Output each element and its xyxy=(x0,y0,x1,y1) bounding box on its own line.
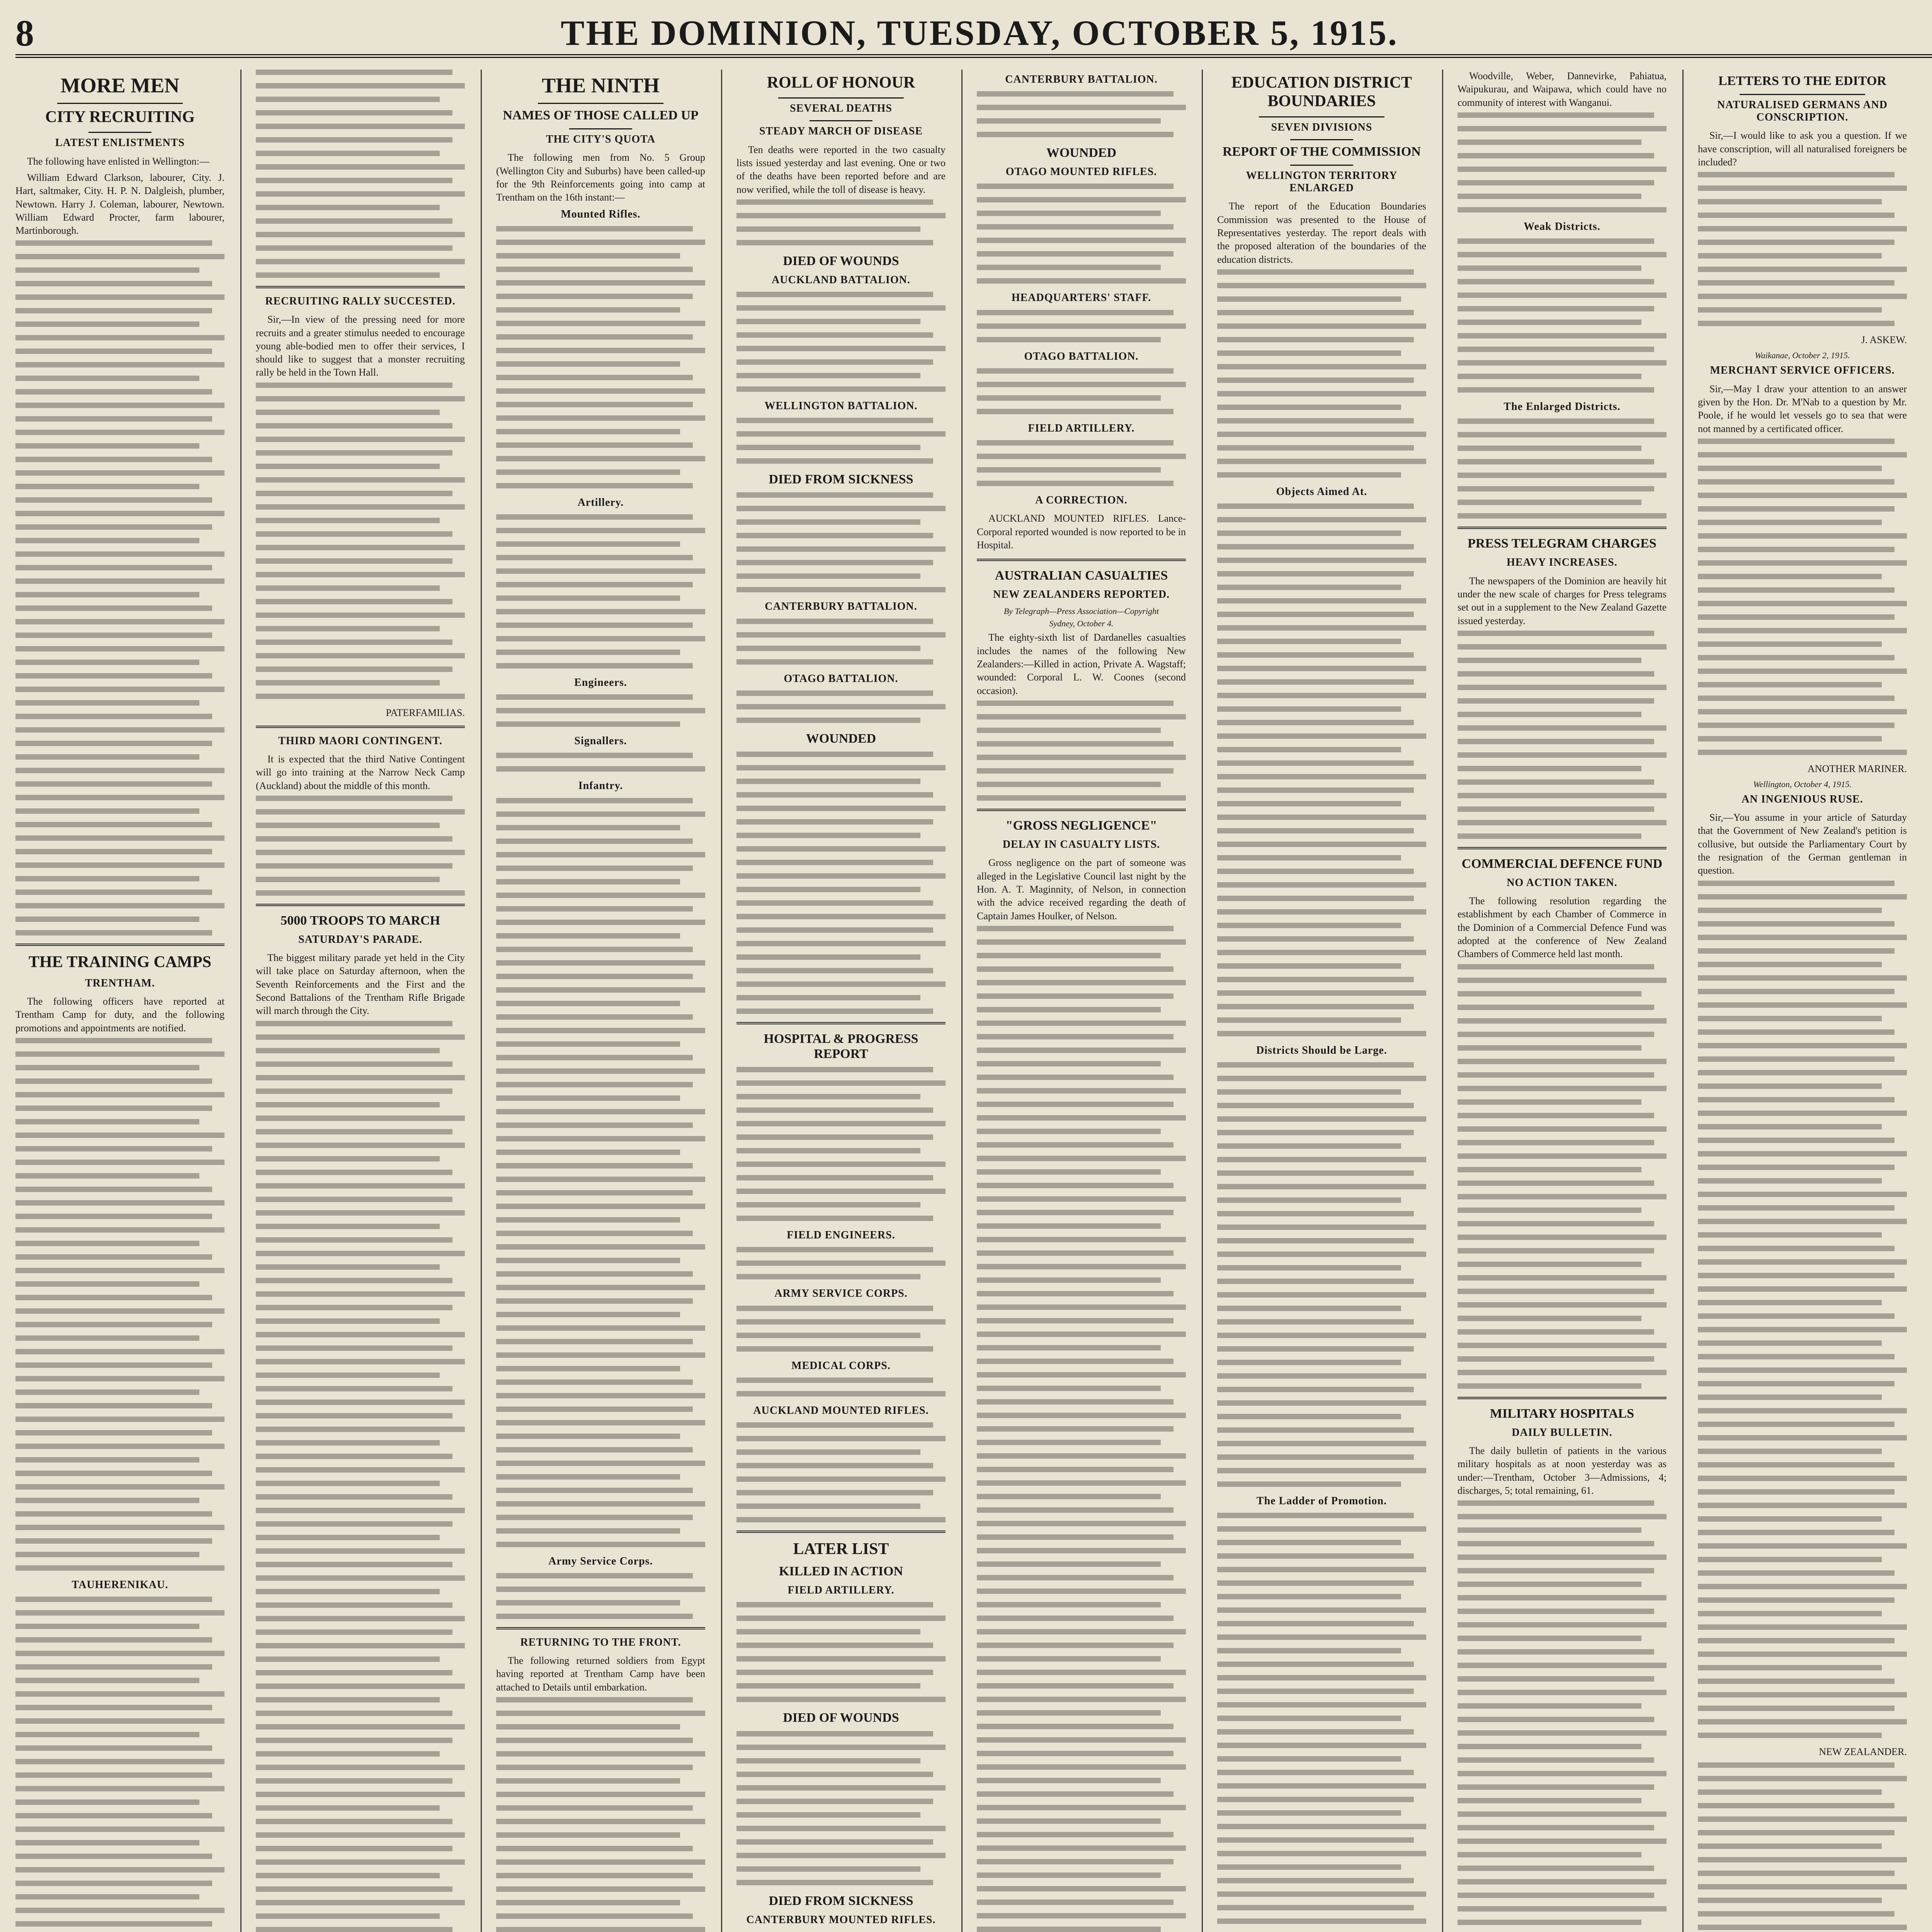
article-text: Sir,—In view of the pressing need for more recruits and a greater stimulus needed to encourage young able-bodied men to offer their services, I should like to suggest that a monster recruiting rally be held in the Town Hall. xyxy=(256,314,465,378)
letter-text: Sir,—You assume in your article of Saturday that the Government of New Zealand's petition is collusive, but outside the Parliamentary Court by the resignation of the German gentleman in question. xyxy=(1698,812,1907,876)
section-head: LATER LIST xyxy=(793,1540,889,1558)
column-2 xyxy=(256,70,465,1932)
article-text: Ten deaths were reported in the two casualty lists issued yesterday and last evening. One or two of the deaths have been reported before and are now verified, while the toll of disease is heavy. xyxy=(736,144,946,195)
section-label: CANTERBURY BATTALION. xyxy=(765,600,917,613)
section-label: FIELD ARTILLERY. xyxy=(1028,422,1135,434)
column-6 xyxy=(1217,70,1426,1932)
letter-signature: NEW ZEALANDER. xyxy=(1819,1746,1907,1757)
headline: COMMERCIAL DEFENCE FUND xyxy=(1461,856,1663,871)
newspaper-title: THE DOMINION, TUESDAY, OCTOBER 5, 1915. xyxy=(561,13,1398,53)
subheadline: SEVERAL DEATHS xyxy=(790,102,892,115)
subheadline: STEADY MARCH OF DISEASE xyxy=(759,125,923,138)
column-rule xyxy=(240,70,242,1932)
column-8 xyxy=(1698,70,1907,1932)
section-label: Artillery. xyxy=(577,496,624,509)
headline: ROLL OF HONOUR xyxy=(767,74,915,92)
section-label: The Ladder of Promotion. xyxy=(1256,1495,1387,1507)
article-text: The report of the Education Boundaries Commission was presented to the House of Representatives yesterday. The report deals with the proposed alteration of the boundaries of the education districts. xyxy=(1217,201,1426,265)
column-rule xyxy=(1442,70,1443,1932)
subheadline: CITY RECRUITING xyxy=(45,108,195,126)
subheadline: DAILY BULLETIN. xyxy=(1512,1426,1612,1439)
section-head: WOUNDED xyxy=(806,731,876,746)
subheadline: DELAY IN CASUALTY LISTS. xyxy=(1002,838,1160,851)
letter-date: Wellington, October 4, 1915. xyxy=(1753,779,1852,789)
article-text: The newspapers of the Dominion are heavily hit under the new scale of charges for Press telegrams set out in a supplement to the New Zealand Gazette issued yesterday. xyxy=(1458,575,1667,626)
section-label: Districts Should be Large. xyxy=(1256,1044,1387,1056)
subheadline: REPORT OF THE COMMISSION xyxy=(1223,144,1421,159)
section-label: FIELD ENGINEERS. xyxy=(787,1229,895,1242)
letter-title: MERCHANT SERVICE OFFICERS. xyxy=(1710,364,1895,377)
section-label: Engineers. xyxy=(574,677,627,689)
column-rule xyxy=(1202,70,1203,1932)
subheadline: SATURDAY'S PARADE. xyxy=(298,933,422,946)
section-head: WOUNDED xyxy=(1046,146,1117,160)
article-text: The following returned soldiers from Egypt having reported at Trentham Camp have been attached to Details until embarkation. xyxy=(496,1655,705,1693)
article-lead: The following have enlisted in Wellington:— xyxy=(27,155,209,167)
section-label: HEADQUARTERS' STAFF. xyxy=(1011,292,1151,304)
headline: EDUCATION DISTRICT BOUNDARIES xyxy=(1231,74,1412,111)
section-label: Mounted Rifles. xyxy=(561,208,641,220)
column-1 xyxy=(15,70,224,1932)
section-label: Weak Districts. xyxy=(1524,220,1600,233)
section-head: DIED OF WOUNDS xyxy=(783,1711,899,1725)
credit-line: By Telegraph—Press Association—Copyright xyxy=(1003,606,1159,616)
subheadline: HEAVY INCREASES. xyxy=(1507,556,1617,569)
headline: "GROSS NEGLIGENCE" xyxy=(1005,818,1157,833)
article-text: The daily bulletin of patients in the various military hospitals as at noon yesterday was as under:—Trentham, October 3—Admissions, 4; discharges, 5; total remaining, 61. xyxy=(1458,1445,1667,1496)
column-rule xyxy=(1682,70,1684,1932)
masthead xyxy=(15,12,1932,58)
article-text: It is expected that the third Native Contingent will go into training at the Narrow Neck Camp (Auckland) about the middle of this month. xyxy=(256,753,465,791)
section-label: Objects Aimed At. xyxy=(1276,485,1367,498)
headline: AUSTRALIAN CASUALTIES xyxy=(995,568,1168,583)
section-label: FIELD ARTILLERY. xyxy=(787,1584,895,1597)
article-text: Woodville, Weber, Dannevirke, Pahiatua, Waipukurau, and Waipawa, which could have no community of interest with Wanganui. xyxy=(1458,70,1667,108)
column-7 xyxy=(1458,70,1667,1932)
article-text: William Edward Clarkson, labourer, City. J. Hart, saltmaker, City. H. P. N. Dalgleish, plumber, Newtown. Harry J. Coleman, labourer, Newtown. William Edward Procter, farm labourer, Martinborough. xyxy=(15,172,224,236)
signature: PATERFAMILIAS. xyxy=(386,707,465,718)
section-head: HOSPITAL & PROGRESS REPORT xyxy=(764,1031,918,1061)
column-rule xyxy=(721,70,722,1932)
article-text: The eighty-sixth list of Dardanelles casualties includes the names of the following New Zealanders:—Killed in action, Private A. Wagstaff; wounded: Corporal L. W. Coones (second occasion). xyxy=(977,632,1186,696)
subheadline: THE CITY'S QUOTA xyxy=(546,133,656,146)
article-text: AUCKLAND MOUNTED RIFLES. Lance-Corporal reported wounded is now reported to be in Hospital. xyxy=(977,513,1186,551)
article-text: The following officers have reported at Trentham Camp for duty, and the following promotions and appointments are notified. xyxy=(15,995,224,1034)
section-label: OTAGO BATTALION. xyxy=(1024,350,1139,362)
column-rule xyxy=(481,70,482,1932)
section-head: DIED OF WOUNDS xyxy=(783,253,899,268)
section-label: OTAGO MOUNTED RIFLES. xyxy=(1005,166,1157,178)
dateline: Sydney, October 4. xyxy=(1049,619,1114,629)
section-head: A CORRECTION. xyxy=(1035,494,1128,507)
letter-text: Sir,—May I draw your attention to an answer given by the Hon. Dr. M'Nab to a question by Mr. Poole, if he would let vessels go to sea that were not manned by a certificated officer. xyxy=(1698,383,1907,434)
section-label: OTAGO BATTALION. xyxy=(784,672,898,685)
section-label: Signallers. xyxy=(574,735,627,747)
headline: MILITARY HOSPITALS xyxy=(1490,1406,1634,1421)
section-label: The Enlarged Districts. xyxy=(1503,401,1621,413)
subheadline: TRENTHAM. xyxy=(85,977,155,989)
subheadline: TAUHERENIKAU. xyxy=(71,1578,168,1591)
headline: PRESS TELEGRAM CHARGES xyxy=(1468,536,1656,551)
headline: RETURNING TO THE FRONT. xyxy=(520,1636,681,1648)
section-label: Infantry. xyxy=(578,780,623,792)
section-label: AUCKLAND BATTALION. xyxy=(772,274,910,286)
section-head: DIED FROM SICKNESS xyxy=(769,1893,913,1908)
section-label: AUCKLAND MOUNTED RIFLES. xyxy=(753,1404,929,1417)
section-head: DIED FROM SICKNESS xyxy=(769,472,913,487)
subheadline: WELLINGTON TERRITORY ENLARGED xyxy=(1246,169,1398,194)
subheadline: SEVEN DIVISIONS xyxy=(1271,121,1372,133)
section-label: WELLINGTON BATTALION. xyxy=(764,400,918,412)
column-3 xyxy=(496,70,705,1932)
page-number: 8 xyxy=(15,12,34,54)
section-label: ARMY SERVICE CORPS. xyxy=(774,1287,908,1300)
letter-title: AN INGENIOUS RUSE. xyxy=(1742,793,1863,805)
column-5 xyxy=(977,70,1186,1932)
headline: RECRUITING RALLY SUCCESTED. xyxy=(265,295,456,307)
article-text: The biggest military parade yet held in the City will take place on Saturday afternoon, when the Seventh Reinforcements and the First and the Second Battalions of the Trentham Rifle Brigade will march through the City. xyxy=(256,952,465,1017)
letter-date: Waikanae, October 2, 1915. xyxy=(1755,350,1850,361)
article-text: The following men from No. 5 Group (Wellington City and Suburbs) have been called-up for the 9th Reinforcements going into camp at Trentham on the 16th instant:— xyxy=(496,152,705,203)
column-4 xyxy=(736,70,946,1932)
letter-text: Sir,—I would like to ask you a question. If we have conscription, will all naturalised foreigners be included? xyxy=(1698,130,1907,168)
headline: THIRD MAORI CONTINGENT. xyxy=(278,735,442,747)
article-text: The following resolution regarding the establishment by each Chamber of Commerce in the Dominion of a Commercial Defence Fund was adopted at the conference of New Zealand Chambers of Commerce held last month. xyxy=(1458,895,1667,960)
letter-signature: ANOTHER MARINER. xyxy=(1807,763,1907,774)
letter-title: NATURALISED GERMANS AND CONSCRIPTION. xyxy=(1717,99,1888,124)
column-rule xyxy=(961,70,963,1932)
section-label: CANTERBURY BATTALION. xyxy=(1005,73,1158,85)
headline: THE TRAINING CAMPS xyxy=(29,953,211,971)
subheadline: LATEST ENLISTMENTS xyxy=(55,137,185,149)
subheadline: NAMES OF THOSE CALLED UP xyxy=(503,108,699,123)
subheadline: NO ACTION TAKEN. xyxy=(1507,876,1617,889)
section-label: Army Service Corps. xyxy=(548,1555,653,1567)
section-label: MEDICAL CORPS. xyxy=(791,1359,891,1372)
subheadline: NEW ZEALANDERS REPORTED. xyxy=(993,588,1170,601)
article-text: Gross negligence on the part of someone was alleged in the Legislative Council last night by the Hon. A. T. Maginnity, of Nelson, in connection with the advice received regarding the death of Captain James Houlker, of Nelson. xyxy=(977,857,1186,922)
section-head: KILLED IN ACTION xyxy=(779,1564,903,1579)
headline: THE NINTH xyxy=(542,74,660,97)
headline: LETTERS TO THE EDITOR xyxy=(1718,74,1886,88)
section-label: CANTERBURY MOUNTED RIFLES. xyxy=(746,1913,936,1926)
letter-signature: J. ASKEW. xyxy=(1861,334,1907,346)
headline: MORE MEN xyxy=(60,74,180,97)
headline: 5000 TROOPS TO MARCH xyxy=(281,913,440,928)
